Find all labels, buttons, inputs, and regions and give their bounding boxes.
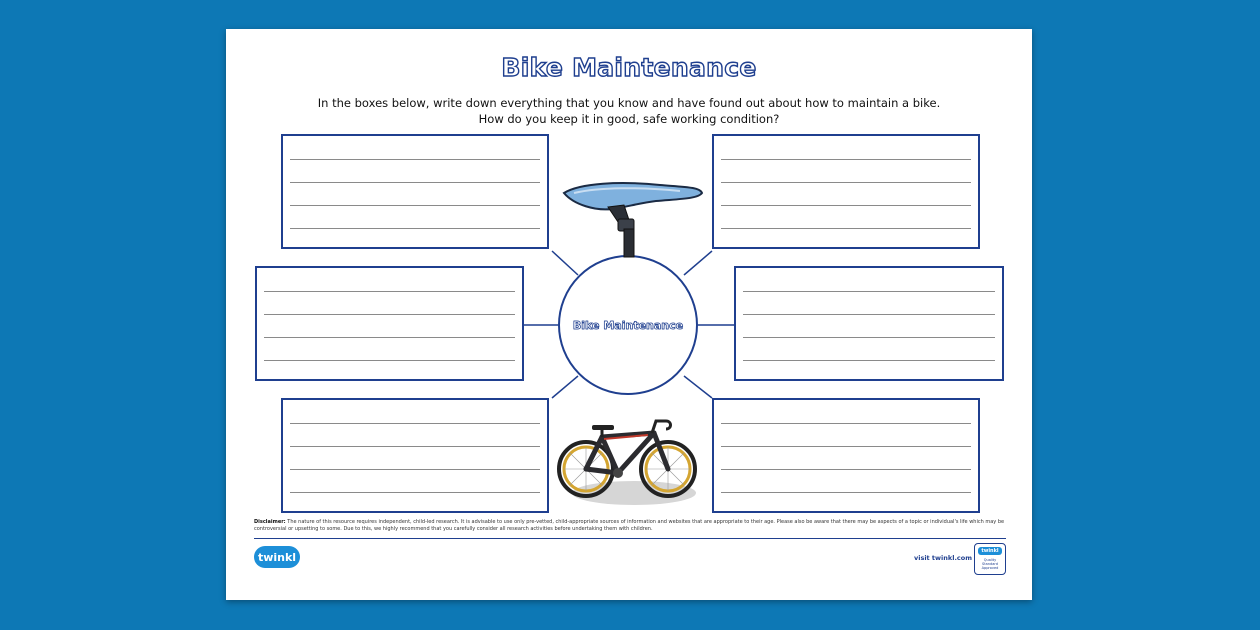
- instruction-line-1: In the boxes below, write down everything that you know and have found out about how to maintain a bike.: [317, 96, 941, 110]
- disclaimer: [254, 519, 1006, 533]
- footer-divider: [254, 538, 1006, 539]
- instruction-line-2: How do you keep it in good, safe working condition?: [478, 112, 780, 126]
- bicycle-image: [556, 413, 704, 509]
- visit-link[interactable]: visit twinkl.com: [914, 554, 973, 562]
- writing-box-bottom-right[interactable]: [712, 398, 980, 513]
- badge-text: Quality Standard Approved: [981, 558, 999, 570]
- quality-badge-icon: [974, 543, 1006, 575]
- writing-box-bottom-left[interactable]: [281, 398, 549, 513]
- center-circle: [558, 255, 698, 395]
- disclaimer-label: Disclaimer:: [254, 519, 286, 525]
- writing-box-top-right[interactable]: [712, 134, 980, 249]
- center-label: Bike Maintenance: [572, 318, 684, 332]
- worksheet-page: [226, 29, 1032, 600]
- twinkl-logo-text: twinkl: [257, 550, 297, 564]
- saddle-image: [560, 179, 706, 259]
- twinkl-logo[interactable]: [254, 546, 300, 568]
- writing-box-top-left[interactable]: [281, 134, 549, 249]
- disclaimer-text: The nature of this resource requires independent, child-led research. It is advisable to use only pre-vetted, child-appropriate sources of information and websites that are appropriate to their age. Please also be aware that there may be aspects of a topic or individual's life which may be controversial or upsetting to some. Due to this, we highly recommend that you carefully consider all research activities before undertaking them with children.: [254, 519, 1005, 532]
- writing-box-middle-left[interactable]: [255, 266, 524, 381]
- badge-title: twinkl: [978, 547, 1002, 555]
- worksheet-title: Bike Maintenance: [501, 53, 757, 82]
- writing-box-middle-right[interactable]: [734, 266, 1004, 381]
